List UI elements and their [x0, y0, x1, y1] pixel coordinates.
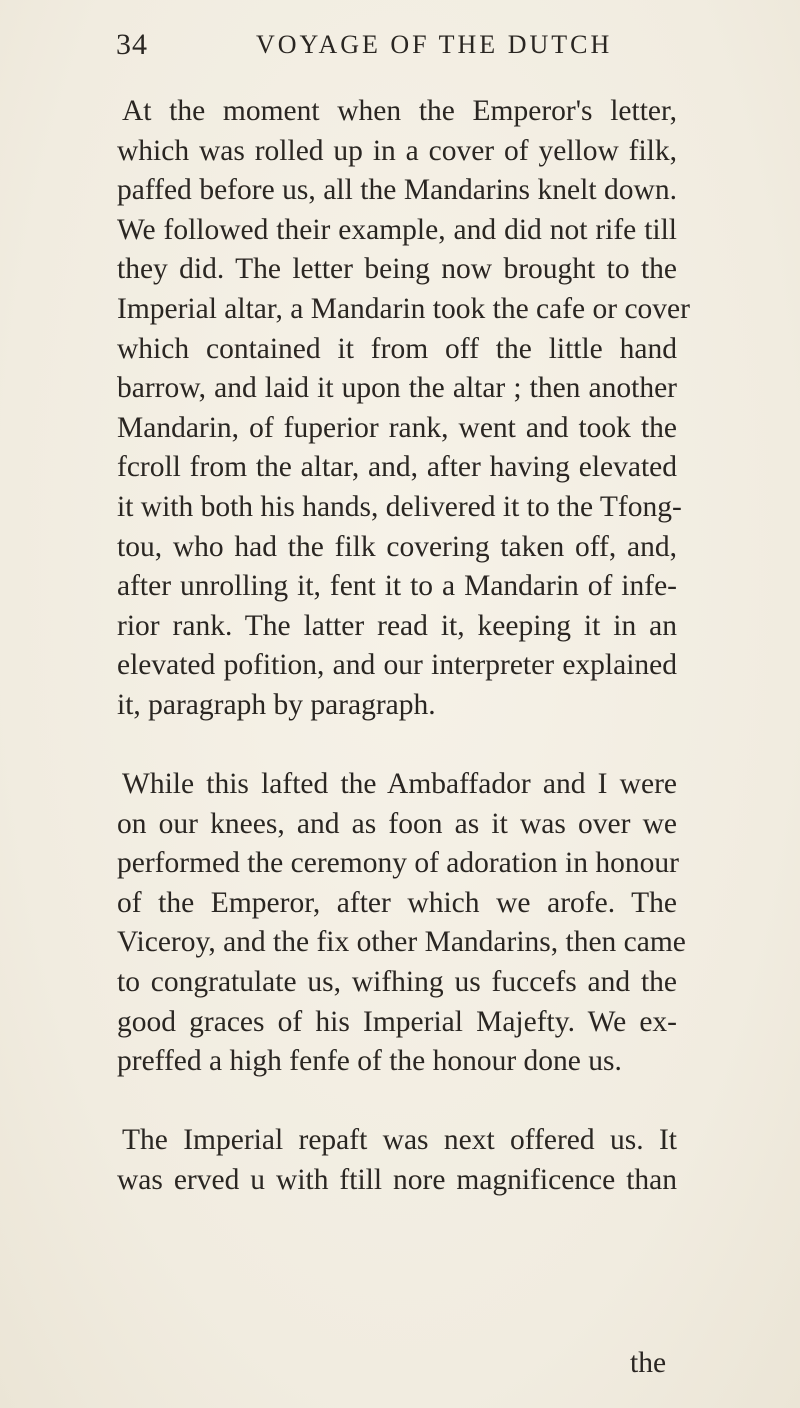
text-line: At the moment when the Emperor's letter,	[122, 95, 677, 127]
text-line: Viceroy, and the fix other Mandarins, then came	[117, 926, 686, 959]
text-line: to congratulate us, wifhing us fuccefs and the	[117, 966, 677, 999]
text-line: it, paragraph by paragraph.	[117, 688, 436, 721]
text-line: on our knees, and as foon as it was over we	[117, 807, 677, 840]
text-line: While this lafted the Ambaffador and I were	[122, 768, 677, 801]
text-line: barrow, and laid it upon the altar ; then another	[117, 372, 677, 405]
text-line: they did. The letter being now brought to the	[117, 253, 677, 286]
text-line: The Imperial repaft was next offered us. It	[122, 1124, 677, 1157]
text-line: We followed their example, and did not rife till	[117, 213, 677, 246]
paragraph-1	[117, 92, 690, 726]
text-line: elevated pofition, and our interpreter explained	[117, 649, 677, 682]
text-line: of the Emperor, after which we arofe. The	[117, 886, 677, 919]
page-number: 34	[116, 28, 148, 61]
text-line: fcroll from the altar, and, after having elevated	[117, 451, 677, 484]
catchword: the	[630, 1347, 667, 1379]
text-line: it with both his hands, delivered it to the Tfong-	[117, 490, 682, 523]
text-line: Mandarin, of fuperior rank, went and took the	[117, 411, 677, 444]
text-line: paffed before us, all the Mandarins knelt down.	[117, 174, 677, 207]
body-text	[117, 92, 690, 1201]
text-line: was erved u with ftill nore magnificence than	[117, 1164, 677, 1197]
text-line: rior rank. The latter read it, keeping it in an	[117, 609, 677, 642]
text-line: preffed a high fenfe of the honour done us.	[117, 1045, 622, 1078]
paragraph-2	[117, 765, 686, 1082]
text-line: good graces of his Imperial Majefty. We ex-	[117, 1005, 677, 1038]
running-head	[116, 28, 676, 68]
text-line: which was rolled up in a cover of yellow filk,	[117, 134, 677, 167]
text-line: which contained it from off the little hand	[117, 332, 677, 365]
text-line: Imperial altar, a Mandarin took the cafe or cover	[117, 292, 690, 325]
text-line: after unrolling it, fent it to a Mandarin of infe-	[117, 570, 677, 603]
running-title: VOYAGE OF THE DUTCH	[256, 30, 613, 59]
text-line: performed the ceremony of adoration in honour	[117, 847, 679, 880]
paragraph-3	[117, 1121, 677, 1200]
text-line: tou, who had the filk covering taken off, and,	[117, 530, 677, 563]
